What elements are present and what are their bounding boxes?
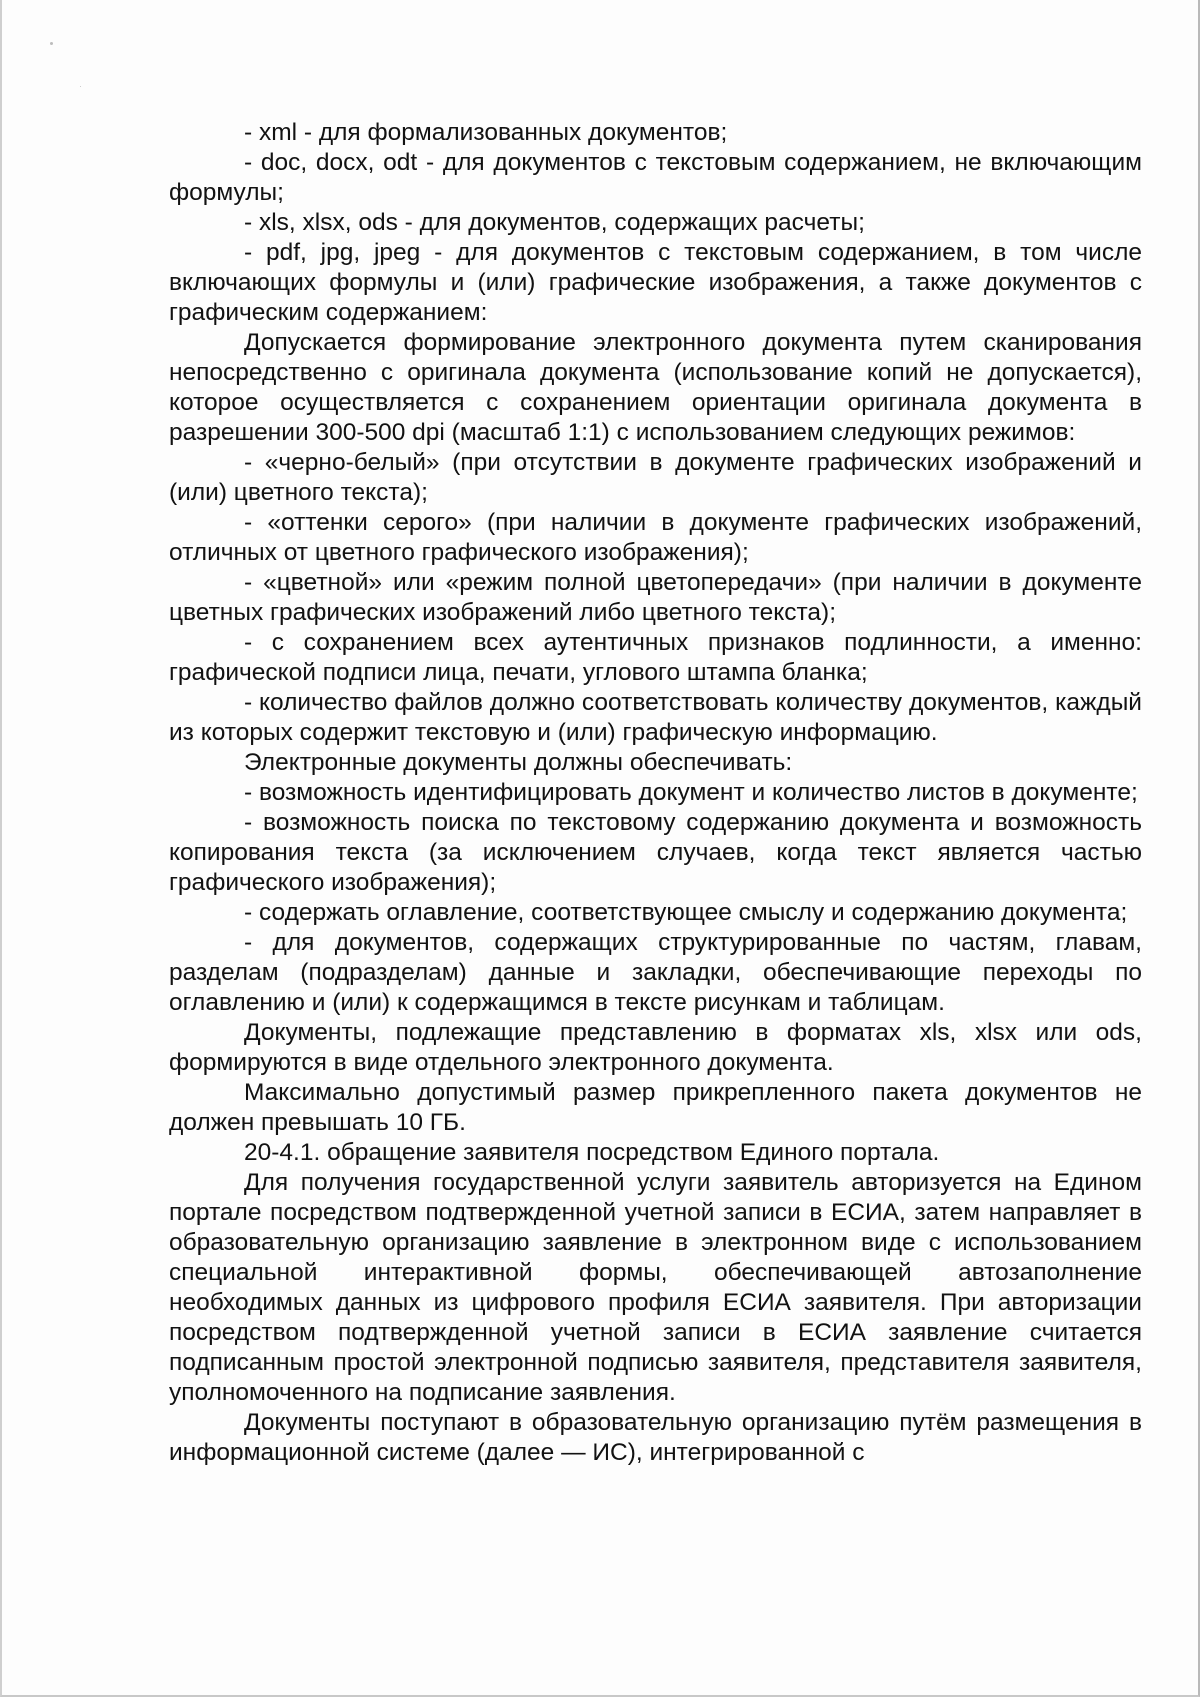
list-item-bookmarks: - для документов, содержащих структурированные по частям, главам, разделам (подразделам) данные и закладки, обеспечивающие переходы по оглавлению и (или) к содержащимся в тексте рисункам и таблицам. — [169, 929, 1142, 1016]
list-item-mode-color: - «цветной» или «режим полной цветопередачи» (при наличии в документе цветных графических изображений либо цветного текста); — [169, 569, 1142, 626]
list-item-table-of-contents: - содержать оглавление, соответствующее смыслу и содержанию документа; — [244, 899, 1128, 926]
paragraph-portal-procedure: Для получения государственной услуги заявитель авторизуется на Едином портале посредством подтвержденной учетной записи в ЕСИА, затем направляет в образовательную организацию заявление в электронном виде с использованием специальной интерактивной формы, обеспечивающей автозаполнение необходимых данных из цифрового профиля ЕСИА заявителя. При авторизации посредством подтвержденной учетной записи в ЕСИА заявление считается подписанным простой электронной подписью заявителя, представителя заявителя, уполномоченного на подписание заявления. — [169, 1169, 1142, 1406]
list-item-file-count: - количество файлов должно соответствовать количеству документов, каждый из которых содержит текстовую и (или) графическую информацию. — [169, 689, 1142, 746]
paragraph-spreadsheet-formats: Документы, подлежащие представлению в форматах xls, xlsx или ods, формируются в виде отдельного электронного документа. — [169, 1019, 1142, 1076]
list-item-text-search: - возможность поиска по текстовому содержанию документа и возможность копирования текста (за исключением случаев, когда текст является частью графического изображения); — [169, 809, 1142, 896]
list-item-xml-format: - xml - для формализованных документов; — [244, 119, 728, 146]
list-item-pdf-format: - pdf, jpg, jpeg - для документов с текстовым содержанием, в том числе включающих формулы и (или) графические изображения, а также документов с графическим содержанием: — [169, 239, 1142, 326]
scan-artifact — [50, 42, 53, 45]
paragraph-scanning-rules: Допускается формирование электронного документа путем сканирования непосредственно с оригинала документа (использование копий не допускается), которое осуществляется с сохранением ориентации оригинала документа в разрешении 300-500 dpi (масштаб 1:1) с использованием следующих режимов: — [169, 329, 1142, 446]
list-item-authenticity: - с сохранением всех аутентичных признаков подлинности, а именно: графической подписи лица, печати, углового штампа бланка; — [169, 629, 1142, 686]
document-body — [169, 118, 1142, 1468]
paragraph-documents-intake: Документы поступают в образовательную организацию путём размещения в информационной системе (далее — ИС), интегрированной с — [169, 1409, 1142, 1466]
list-item-xls-format: - xls, xlsx, ods - для документов, содержащих расчеты; — [244, 209, 865, 236]
list-item-doc-format: - doc, docx, odt - для документов с текстовым содержанием, не включающим формулы; — [169, 149, 1142, 206]
paragraph-max-size: Максимально допустимый размер прикрепленного пакета документов не должен превышать 10 ГБ. — [169, 1079, 1142, 1136]
scan-artifact — [80, 86, 81, 87]
list-item-mode-grayscale: - «оттенки серого» (при наличии в документе графических изображений, отличных от цветного графического изображения); — [169, 509, 1142, 566]
list-item-identification: - возможность идентифицировать документ и количество листов в документе; — [244, 779, 1138, 806]
list-item-mode-black-white: - «черно-белый» (при отсутствии в документе графических изображений и (или) цветного текста); — [169, 449, 1142, 506]
section-heading-portal: 20-4.1. обращение заявителя посредством Единого портала. — [244, 1139, 940, 1166]
paragraph-requirements-intro: Электронные документы должны обеспечивать: — [244, 749, 793, 776]
